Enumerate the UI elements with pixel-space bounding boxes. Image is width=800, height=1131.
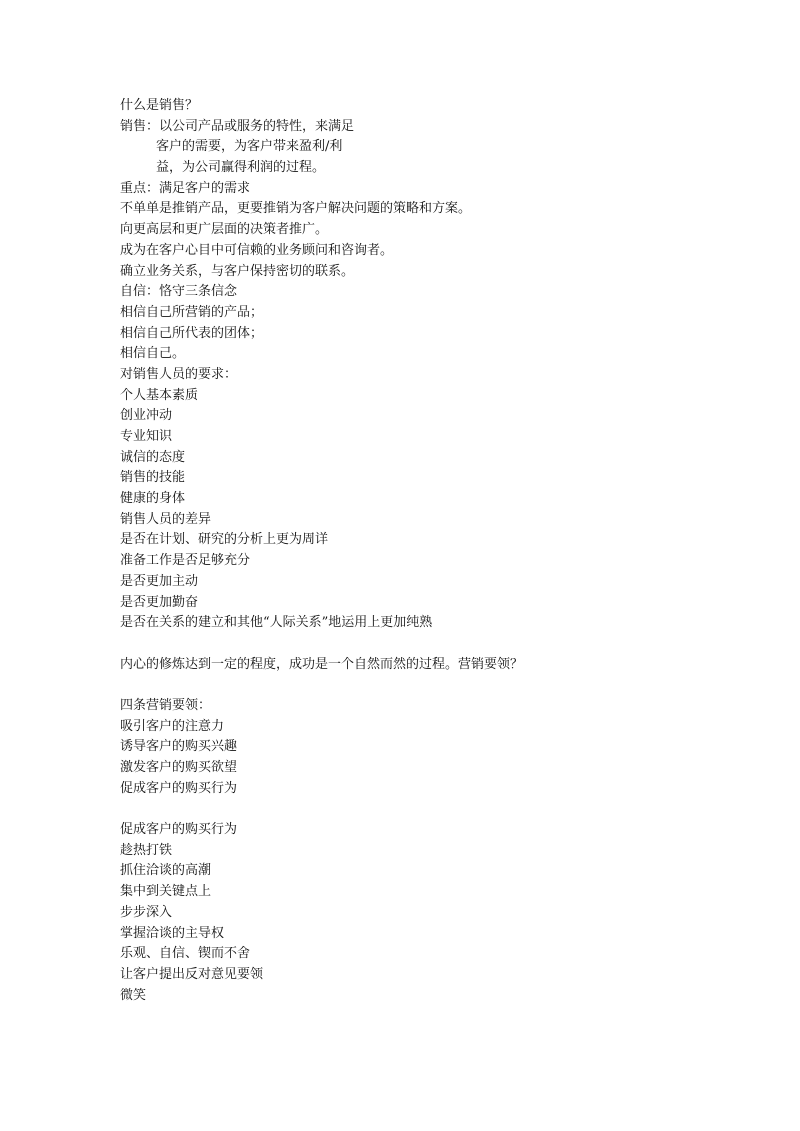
text-line: 是否更加勤奋 xyxy=(120,594,199,610)
text-line: 是否更加主动 xyxy=(120,573,199,589)
text-line: 趁热打铁 xyxy=(120,842,173,858)
text-line: 健康的身体 xyxy=(120,491,186,507)
text-line: 重点：满足客户的需求 xyxy=(120,180,251,196)
text-line: 对销售人员的要求： xyxy=(120,366,238,382)
text-line: 促成客户的购买行为 xyxy=(120,780,238,796)
text-line: 吸引客户的注意力 xyxy=(120,718,225,734)
text-line: 是否在关系的建立和其他“人际关系”地运用上更加纯熟 xyxy=(120,615,433,631)
text-line: 相信自己所营销的产品； xyxy=(120,304,264,320)
text-line: 内心的修炼达到一定的程度，成功是一个自然而然的过程。营销要领？ xyxy=(120,656,524,672)
text-line: 激发客户的购买欲望 xyxy=(120,760,238,775)
text-line: 确立业务关系，与客户保持密切的联系。 xyxy=(120,263,355,279)
text-line: 让客户提出反对意见要领 xyxy=(120,966,264,982)
text-line: 销售：以公司产品或服务的特性，来满足 xyxy=(120,118,355,134)
blank-line xyxy=(120,634,740,655)
text-line: 个人基本素质 xyxy=(120,387,199,403)
text-line: 诚信的态度 xyxy=(120,449,186,465)
text-line: 抓住洽谈的高潮 xyxy=(120,863,212,879)
text-line: 自信：恪守三条信念 xyxy=(120,284,238,300)
text-line: 销售的技能 xyxy=(120,470,186,486)
text-line: 步步深入 xyxy=(120,904,173,920)
text-line: 成为在客户心目中可信赖的业务顾问和咨询者。 xyxy=(120,242,394,258)
text-line: 相信自己。 xyxy=(120,346,186,362)
text-line: 益，为公司赢得利润的过程。 xyxy=(156,160,326,176)
text-line: 什么是销售？ xyxy=(120,98,199,113)
text-line: 不单单是推销产品，更要推销为客户解决问题的策略和方案。 xyxy=(120,201,472,217)
blank-line xyxy=(120,799,740,820)
text-line: 掌握洽谈的主导权 xyxy=(120,925,225,941)
text-line: 向更高层和更广层面的决策者推广。 xyxy=(120,222,329,238)
text-line: 乐观、自信、锲而不舍 xyxy=(120,946,251,962)
text-line: 准备工作是否足够充分 xyxy=(120,553,251,569)
text-line: 客户的需要，为客户带来盈利/利 xyxy=(156,139,343,155)
blank-line xyxy=(120,675,740,696)
document-body xyxy=(120,96,740,1006)
text-line: 诱导客户的购买兴趣 xyxy=(120,739,238,755)
text-line: 促成客户的购买行为 xyxy=(120,822,238,838)
text-line: 是否在计划、研究的分析上更为周详 xyxy=(120,532,329,548)
text-line: 专业知识 xyxy=(120,429,173,444)
text-line: 四条营销要领： xyxy=(120,697,212,713)
text-line: 创业冲动 xyxy=(120,408,173,424)
text-line: 微笑 xyxy=(120,987,147,1003)
text-line: 集中到关键点上 xyxy=(120,884,212,900)
text-line: 销售人员的差异 xyxy=(120,511,212,527)
text-line: 相信自己所代表的团体； xyxy=(120,325,264,341)
